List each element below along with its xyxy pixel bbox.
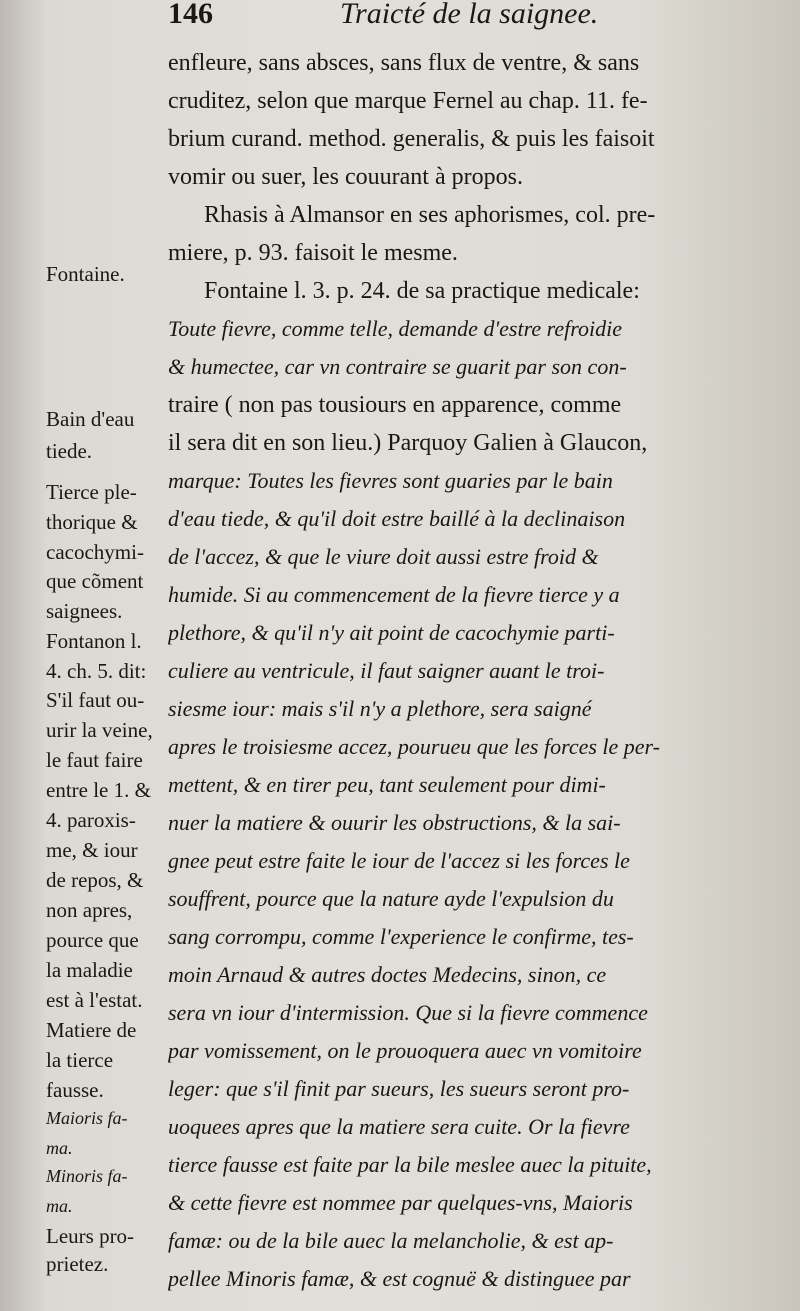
text-line: plethore, & qu'il n'y ait point de cacochymie parti- [168, 620, 615, 645]
margin-note: fausse. [46, 1078, 104, 1102]
text-line: souffrent, pource que la nature ayde l'expulsion du [168, 886, 614, 911]
margin-note: Leurs pro- [46, 1224, 135, 1248]
text-line: pellee Minoris famæ, & est cognuë & distinguee par [168, 1266, 631, 1291]
margin-note: que cõment [46, 569, 144, 593]
margin-note: tiede. [46, 439, 93, 463]
margin-note: entre le 1. & [46, 778, 151, 802]
margin-note: thorique & [46, 510, 138, 534]
text-line: siesme iour: mais s'il n'y a plethore, sera saigné [168, 696, 592, 721]
margin-note: de repos, & [46, 868, 144, 892]
text-line: brium curand. method. generalis, & puis les faisoit [168, 126, 655, 152]
margin-note: Fontanon l. [46, 629, 142, 653]
text-line: uoquees apres que la matiere sera cuite. Or la fievre [168, 1114, 630, 1139]
margin-note: Maioris fa- [46, 1108, 128, 1128]
text-line: Rhasis à Almansor en ses aphorismes, col. pre- [204, 202, 656, 228]
text-line: nuer la matiere & ouurir les obstructions, & la sai- [168, 810, 621, 835]
page-header [150, 0, 770, 38]
text-line: tierce fausse est faite par la bile meslee auec la pituite, [168, 1152, 652, 1177]
text-line: marque: Toutes les fievres sont guaries par le bain [168, 468, 613, 493]
text-line: il sera dit en son lieu.) Parquoy Galien à Glaucon, [168, 430, 648, 456]
text-line: humide. Si au commencement de la fievre tierce y a [168, 582, 620, 607]
text-line: mettent, & en tirer peu, tant seulement pour dimi- [168, 772, 606, 797]
text-line: sang corrompu, comme l'experience le confirme, tes- [168, 924, 634, 949]
margin-note: cacochymi- [46, 540, 144, 564]
running-title: Traicté de la saignee. [340, 0, 599, 30]
text-line: moin Arnaud & autres doctes Medecins, sinon, ce [168, 962, 607, 987]
margin-note: 4. paroxis- [46, 808, 136, 832]
main-text-block [168, 44, 768, 1298]
text-line: famæ: ou de la bile auec la melancholie, & est ap- [168, 1228, 614, 1253]
text-line: cruditez, selon que marque Fernel au chap. 11. fe- [168, 88, 648, 114]
margin-note: pource que [46, 928, 139, 952]
text-line: miere, p. 93. faisoit le mesme. [168, 240, 458, 266]
text-line: Fontaine l. 3. p. 24. de sa practique medicale: [204, 278, 640, 304]
margin-note: 4. ch. 5. dit: [46, 659, 147, 683]
margin-note: ma. [46, 1138, 73, 1158]
text-line: traire ( non pas tousiours en apparence, comme [168, 392, 622, 418]
margin-note: la tierce [46, 1048, 114, 1072]
text-line: leger: que s'il finit par sueurs, les sueurs seront pro- [168, 1076, 630, 1101]
margin-note: est à l'estat. [46, 988, 143, 1012]
margin-note: ma. [46, 1196, 73, 1216]
text-line: par vomissement, on le prouoquera auec vn vomitoire [168, 1038, 642, 1063]
margin-note: le faut faire [46, 748, 143, 772]
margin-note: la maladie [46, 958, 133, 982]
margin-note: S'il faut ou- [46, 688, 145, 712]
text-line: Toute fievre, comme telle, demande d'estre refroidie [168, 316, 622, 341]
text-line: vomir ou suer, les couurant à propos. [168, 164, 523, 190]
text-line: culiere au ventricule, il faut saigner auant le troi- [168, 658, 605, 683]
text-line: enfleure, sans absces, sans flux de ventre, & sans [168, 50, 640, 76]
text-line: & cette fievre est nommee par quelques-vns, Maioris [168, 1190, 633, 1215]
text-line: apres le troisiesme accez, pourueu que les forces le per- [168, 734, 660, 759]
margin-note: prietez. [46, 1252, 109, 1276]
margin-note: Tierce ple- [46, 480, 137, 504]
text-line: & humectee, car vn contraire se guarit par son con- [168, 354, 627, 379]
text-line: d'eau tiede, & qu'il doit estre baillé à la declinaison [168, 506, 626, 531]
margin-note: non apres, [46, 898, 133, 922]
margin-note: Matiere de [46, 1018, 137, 1042]
text-line: sera vn iour d'intermission. Que si la fievre commence [168, 1000, 648, 1025]
margin-notes [0, 0, 170, 1311]
margin-note: urir la veine, [46, 718, 153, 742]
margin-note: Fontaine. [46, 262, 125, 286]
text-line: gnee peut estre faite le iour de l'accez si les forces le [168, 848, 630, 873]
margin-note: me, & iour [46, 838, 138, 862]
margin-note: Bain d'eau [46, 407, 135, 431]
margin-note: Minoris fa- [46, 1166, 128, 1186]
margin-note: saignees. [46, 599, 123, 623]
page-number: 146 [168, 0, 213, 30]
text-line: de l'accez, & que le viure doit aussi estre froid & [168, 544, 599, 569]
